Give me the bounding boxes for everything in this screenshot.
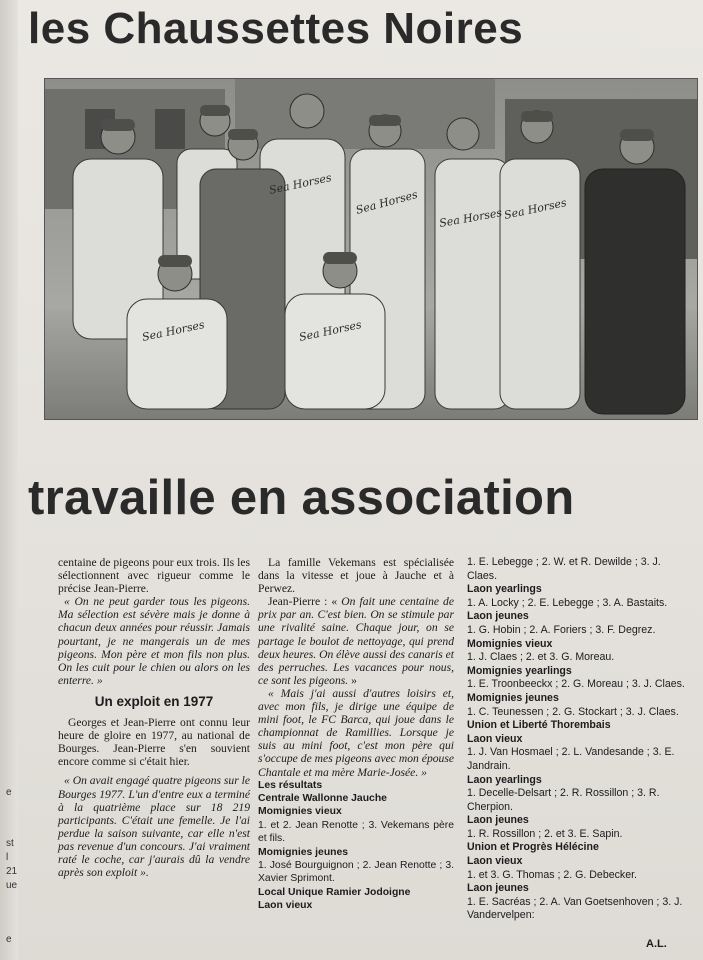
result-line: 1. G. Hobin ; 2. A. Foriers ; 3. F. Degrez. — [467, 623, 656, 636]
quote-text: On fait une centaine de prix par an. C'est bien. On se stimule par une rivalité saine. Chaque jour, on se partage le boulot de nettoyage, qui prend deux heures. On élève aussi des canaris et des perruches. Les vacances pour nous, ce sont les pigeons. — [258, 595, 454, 687]
margin-fragment: st — [6, 838, 14, 849]
result-line: 1. J. Van Hosmael ; 2. L. Vandesande ; 3. E. Jandrain. — [467, 746, 675, 772]
result-heading: Laon vieux — [467, 732, 523, 745]
result-line: 1. A. Locky ; 2. E. Lebegge ; 3. A. Bastaits. — [467, 596, 668, 609]
margin-fragment: ue — [6, 880, 18, 891]
result-line: 1. José Bourguignon ; 2. Jean Renotte ; 3. Xavier Sprimont. — [258, 860, 454, 885]
margin-fragment: e — [6, 934, 12, 945]
paragraph: centaine de pigeons pour eux trois. Ils les sélectionnent avec rigueur comme le précise Jean-Pierre. — [58, 556, 250, 596]
paragraph: La famille Vekemans est spécialisée dans la vitesse et joue à Jauche et à Perwez. — [258, 556, 454, 596]
article-column-2 — [258, 556, 454, 913]
result-heading: Laon yearlings — [467, 773, 542, 786]
quote-paragraph: « On ne peut garder tous les pigeons. Ma sélection est sévère mais je donne à chacun deux années pour réussir. Jamais pourtant, je ne mangerais un de mes pigeons. Mon père et mon fils non plus. On les cuit pour le chien ou alors on les enterre. » — [58, 595, 250, 687]
result-line: 1. E. Troonbeeckx ; 2. G. Moreau ; 3. J. Claes. — [467, 678, 685, 691]
result-heading: Laon yearlings — [467, 583, 542, 596]
result-line: 1. C. Teunessen ; 2. G. Stockart ; 3. J. Claes. — [467, 705, 679, 718]
quote-paragraph: « On avait engagé quatre pigeons sur le Bourges 1977. L'un d'entre eux a terminé à la quatrième place sur 18 219 participants. C'était une femelle. Je l'ai perdue la saison suivante, car elle n'est pas revenue d'un concours. J'ai vraiment raté le coche, car j'aurais dû la vendre après son exploit ». — [58, 774, 251, 880]
paragraph: Georges et Jean-Pierre ont connu leur heure de gloire en 1977, au national de Bourges. Jean-Pierre s'en souvient encore comme si c'était hier. — [58, 716, 250, 769]
results-column — [467, 556, 689, 923]
quote-paragraph — [258, 595, 454, 687]
result-heading: Laon jeunes — [467, 814, 529, 827]
result-heading: Union et Liberté Thorembais — [467, 719, 611, 732]
jersey-text: Sea Horses — [438, 206, 503, 230]
quote-paragraph: « Mais j'ai aussi d'autres loisirs et, avec mon fils, je dirige une équipe de mini foot, le FC Barca, qui joue dans le championnat de Ramillies. Lorsque je suis au mini foot, c'est mon père qui s'occupe de mes pigeons avec mon épouse Chantale et ma mère Marie-Josée. » — [258, 686, 454, 779]
result-line: 1. E. Sacréas ; 2. A. Van Goetsenhoven ; 3. J. Vandervelpen: — [467, 895, 683, 922]
result-heading: Momignies vieux — [467, 637, 553, 650]
jersey-text: Sea Horses — [354, 187, 419, 217]
result-heading: Momignies jeunes — [258, 846, 349, 858]
result-heading: Momignies yearlings — [467, 664, 572, 677]
result-heading: Momignies jeunes — [467, 691, 559, 704]
result-heading: Laon jeunes — [467, 610, 529, 623]
jersey-text: Sea Horses — [140, 318, 206, 344]
result-heading: Momignies vieux — [258, 806, 342, 818]
team-photo-illustration — [45, 79, 697, 419]
result-line: 1. et 2. Jean Renotte ; 3. Vekemans père et fils. — [258, 819, 454, 845]
margin-fragment: l — [6, 852, 9, 863]
result-heading: Centrale Wallonne Jauche — [258, 793, 387, 804]
result-line: 1. R. Rossillon ; 2. et 3. E. Sapin. — [467, 827, 623, 840]
jersey-text: Sea Horses — [267, 171, 333, 197]
result-heading: Laon vieux — [258, 900, 313, 912]
results-title: Les résultats — [258, 779, 323, 791]
headline-top: les Chaussettes Noires — [28, 4, 524, 53]
jersey-text: Sea Horses — [502, 196, 568, 222]
margin-fragment: 21 — [6, 866, 18, 877]
result-line: 1. Decelle-Delsart ; 2. R. Rossillon ; 3. R. Cherpion. — [467, 787, 660, 813]
result-heading: Union et Progrès Hélécine — [467, 841, 599, 854]
author-signature: A.L. — [646, 938, 667, 950]
article-column-1 — [58, 556, 250, 879]
result-heading: Local Unique Ramier Jodoigne — [258, 886, 411, 898]
quote-close: » — [348, 673, 357, 687]
speaker-intro: Jean-Pierre : « — [268, 595, 342, 609]
result-line: 1. et 3. G. Thomas ; 2. G. Debecker. — [467, 868, 637, 881]
result-line: 1. E. Lebegge ; 2. W. et R. Dewilde ; 3. J. Claes. — [467, 556, 661, 582]
result-line: 1. J. Claes ; 2. et 3. G. Moreau. — [467, 651, 615, 664]
result-heading: Laon vieux — [467, 855, 523, 868]
page-fold-shadow — [0, 0, 18, 960]
result-heading: Laon jeunes — [467, 882, 529, 895]
headline-section: travaille en association — [28, 471, 575, 525]
margin-fragment: e — [6, 787, 12, 798]
subheading: Un exploit en 1977 — [94, 693, 214, 709]
jersey-text: Sea Horses — [297, 318, 363, 344]
team-photo — [44, 78, 698, 420]
